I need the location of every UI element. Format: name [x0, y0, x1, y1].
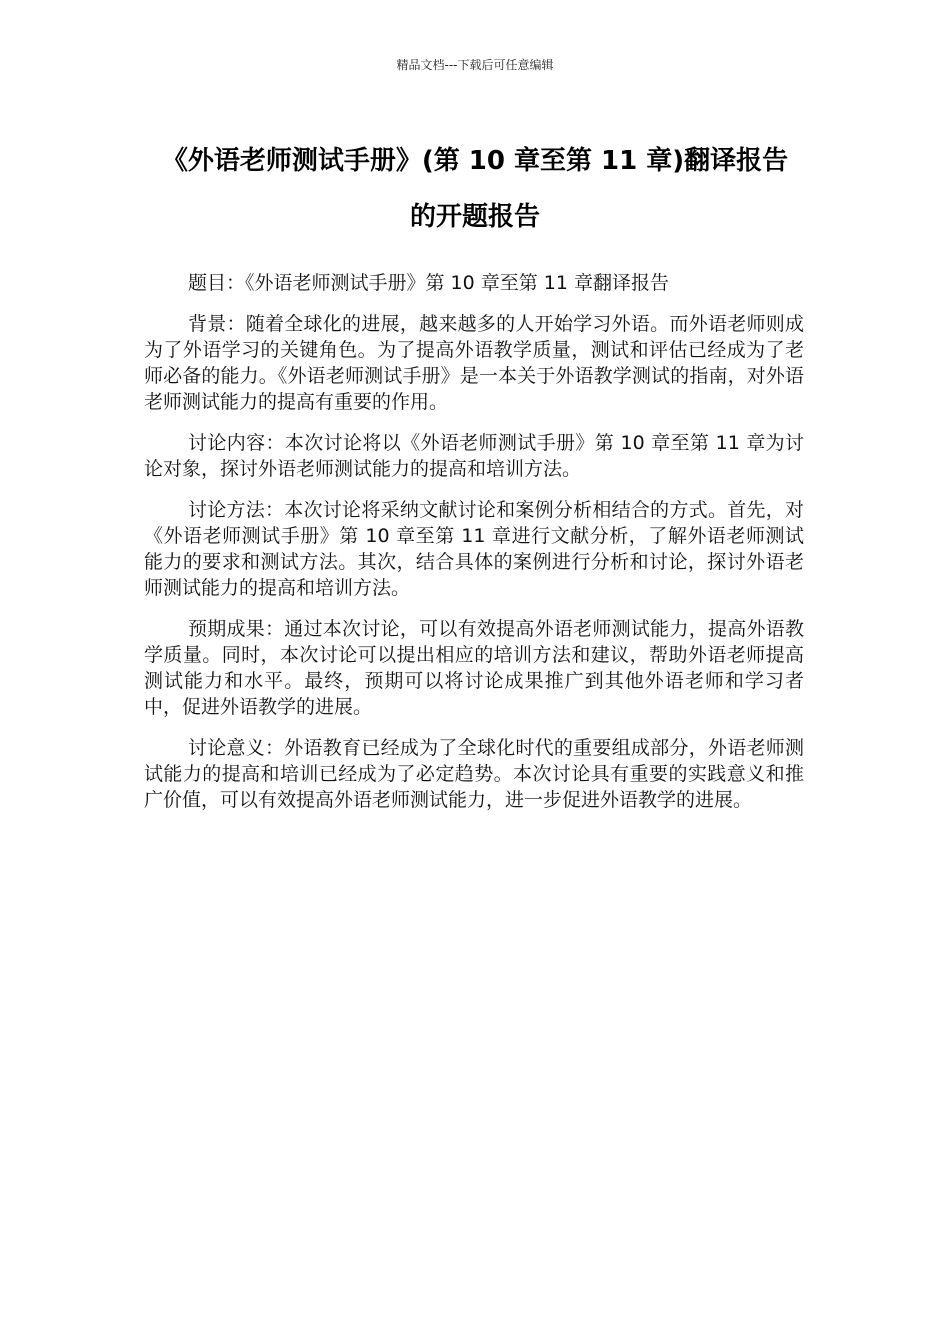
paragraph-topic: 题目：《外语老师测试手册》第 10 章至第 11 章翻译报告 — [188, 272, 670, 294]
document-title — [130, 133, 820, 245]
paragraph-significance: 讨论意义：外语教育已经成为了全球化时代的重要组成部分，外语老师测试能力的提高和培训已经成为了必定趋势。本次讨论具有重要的实践意义和推广价值，可以有效提高外语老师测试能力，进一步促进外语教学的进展。 — [144, 737, 804, 811]
header-note: 精品文档---下载后可任意编辑 — [396, 58, 554, 72]
title-line-2: 的开题报告 — [409, 202, 540, 232]
paragraph-background: 背景：随着全球化的进展，越来越多的人开始学习外语。而外语老师则成为了外语学习的关键角色。为了提高外语教学质量，测试和评估已经成为了老师必备的能力。《外语老师测试手册》是一本关于外语教学测试的指南，对外语老师测试能力的提高有重要的作用。 — [144, 313, 804, 413]
title-line-1: 《外语老师测试手册》(第 10 章至第 11 章)翻译报告 — [161, 146, 789, 176]
document-body — [144, 270, 804, 828]
paragraph-discussion-method: 讨论方法：本次讨论将采纳文献讨论和案例分析相结合的方式。首先，对《外语老师测试手册》第 10 章至第 11 章进行文献分析，了解外语老师测试能力的要求和测试方法。其次，结合具体的案例进行分析和讨论，探讨外语老师测试能力的提高和培训方法。 — [144, 499, 804, 599]
paragraph-discussion-content: 讨论内容：本次讨论将以《外语老师测试手册》第 10 章至第 11 章为讨论对象，探讨外语老师测试能力的提高和培训方法。 — [144, 432, 804, 480]
paragraph-expected-results: 预期成果：通过本次讨论，可以有效提高外语老师测试能力，提高外语教学质量。同时，本次讨论可以提出相应的培训方法和建议，帮助外语老师提高测试能力和水平。最终，预期可以将讨论成果推广到其他外语老师和学习者中，促进外语教学的进展。 — [144, 618, 804, 718]
